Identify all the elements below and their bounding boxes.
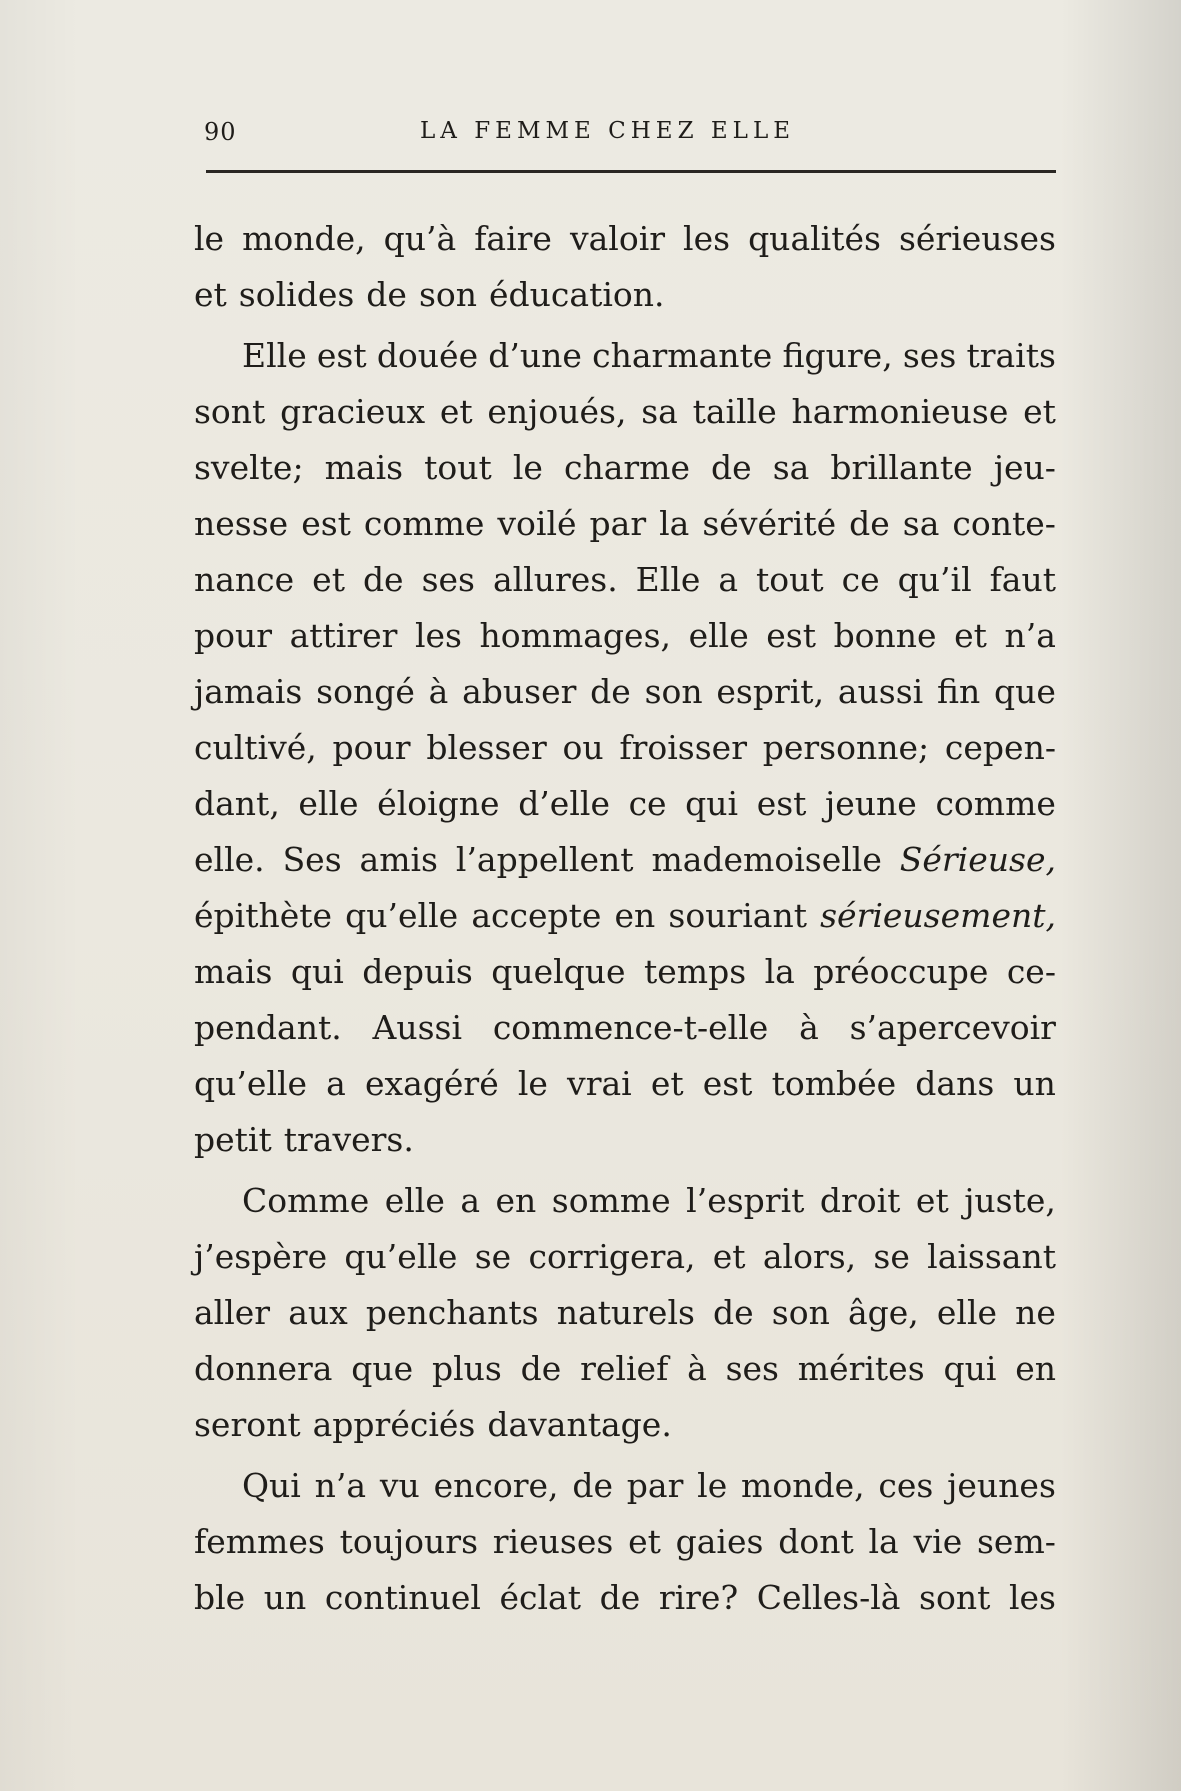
word: Aussi [372, 1008, 463, 1047]
word: nance [194, 560, 295, 599]
word: ses [725, 1349, 779, 1388]
word: ble [194, 1578, 246, 1617]
word: taille [692, 392, 777, 431]
text-line [194, 384, 1056, 440]
text-line [194, 664, 1056, 720]
word: ses [421, 560, 475, 599]
word: sa [902, 504, 940, 543]
word: et [1023, 392, 1056, 431]
word: de [572, 1466, 613, 1505]
word: de [520, 1349, 562, 1388]
word: aller [194, 1293, 271, 1332]
word: et [194, 275, 227, 314]
word: un [1013, 1064, 1056, 1103]
text-line [194, 552, 1056, 608]
word: pendant. [194, 1008, 342, 1047]
word: vie [913, 1522, 963, 1561]
word: les [414, 616, 462, 655]
word: par [589, 504, 647, 543]
text-line [194, 1056, 1056, 1112]
word: et [712, 1237, 746, 1276]
word: elle [384, 1181, 445, 1220]
text-line [194, 720, 1056, 776]
word: allures. [492, 560, 618, 599]
word: vu [379, 1466, 420, 1505]
word: commence-t-elle [492, 1008, 769, 1047]
text-line [194, 1397, 1056, 1453]
word: mais [324, 448, 404, 487]
text-line [194, 1458, 1056, 1514]
word: que [351, 1349, 414, 1388]
word: d’une [488, 336, 582, 375]
text-line [194, 1570, 1056, 1626]
text-line [194, 1229, 1056, 1285]
word: le [697, 1466, 728, 1505]
word: dans [915, 1064, 995, 1103]
text-line [194, 1000, 1056, 1056]
word: petit [194, 1120, 272, 1159]
text-line [194, 440, 1056, 496]
word: en [614, 896, 656, 935]
word: n’a [314, 1466, 367, 1505]
word: continuel [324, 1578, 481, 1617]
word: encore, [433, 1466, 559, 1505]
word: seront [194, 1405, 301, 1444]
word: elle [298, 784, 359, 823]
word: hommages, [479, 616, 672, 655]
word: traits [966, 336, 1056, 375]
text-line [194, 328, 1056, 384]
word: qui [685, 784, 739, 823]
word: travers. [283, 1120, 414, 1159]
word: juste, [964, 1181, 1056, 1220]
word: âge, [847, 1293, 919, 1332]
word: conte- [952, 504, 1056, 543]
word: droit [819, 1181, 901, 1220]
word: appréciés [312, 1405, 476, 1444]
word: qui [290, 952, 344, 991]
text-line [194, 776, 1056, 832]
word: toujours [339, 1522, 479, 1561]
word: amis [359, 840, 438, 879]
word: à [428, 672, 449, 711]
word: tout [756, 560, 824, 599]
word: femmes [194, 1522, 325, 1561]
word: de [713, 1293, 754, 1332]
word: est [756, 784, 807, 823]
word: le [512, 448, 543, 487]
word: elle [688, 616, 749, 655]
word: rieuses [492, 1522, 614, 1561]
word: Comme [242, 1181, 370, 1220]
word: songé [316, 672, 415, 711]
word: attirer [289, 616, 398, 655]
word: ce- [1006, 952, 1056, 991]
text-line [194, 1173, 1056, 1229]
word: souriant [668, 896, 807, 935]
word: l’appellent [455, 840, 634, 879]
word: ce [841, 560, 880, 599]
word: éloigne [377, 784, 500, 823]
word: abuser [462, 672, 577, 711]
word: en [1015, 1349, 1056, 1388]
word: qu’elle [345, 896, 459, 935]
page-header [204, 112, 1056, 152]
word: sévérité [702, 504, 837, 543]
word: jamais [194, 672, 303, 711]
word: plus [432, 1349, 502, 1388]
word: qu’il [897, 560, 972, 599]
word: qu’elle [344, 1237, 458, 1276]
word: esprit, [716, 672, 825, 711]
word: brillante [830, 448, 973, 487]
word: temps [644, 952, 747, 991]
word: qualités [748, 219, 881, 258]
header-rule [206, 170, 1056, 173]
word: ce [628, 784, 667, 823]
word: aux [288, 1293, 348, 1332]
word: davantage. [487, 1405, 672, 1444]
word: nesse [194, 504, 289, 543]
word: Celles-là [756, 1578, 901, 1617]
word: jeune [825, 784, 917, 823]
word: éducation. [489, 275, 665, 314]
word: mais [194, 952, 273, 991]
word: a [460, 1181, 481, 1220]
word: tout [424, 448, 492, 487]
word: svelte; [194, 448, 304, 487]
word: Ses [282, 840, 342, 879]
word: en [495, 1181, 537, 1220]
word: est [766, 616, 817, 655]
word: est [301, 504, 351, 543]
word: s’apercevoir [849, 1008, 1056, 1047]
word: de [590, 672, 631, 711]
word: et [954, 616, 987, 655]
word: et [628, 1522, 661, 1561]
word: Qui [242, 1466, 301, 1505]
word: la [868, 1522, 899, 1561]
word: relief [580, 1349, 669, 1388]
word: les [683, 219, 731, 258]
word: figure, [782, 336, 893, 375]
word: qu’elle [194, 1064, 308, 1103]
word: exagéré [364, 1064, 499, 1103]
word: mérites [797, 1349, 925, 1388]
word: éclat [499, 1578, 581, 1617]
word: sa [772, 448, 810, 487]
word: Elle [242, 336, 307, 375]
word: sa [641, 392, 678, 431]
word: épithète [194, 896, 333, 935]
word: sont [194, 392, 266, 431]
text-line [194, 832, 1056, 888]
word: aussi [837, 672, 924, 711]
word: solides [238, 275, 355, 314]
word: jeunes [947, 1466, 1056, 1505]
word: et [915, 1181, 949, 1220]
page-number: 90 [204, 118, 237, 146]
text-line [194, 1285, 1056, 1341]
word: faire [474, 219, 552, 258]
word: dont [778, 1522, 854, 1561]
word: depuis [362, 952, 473, 991]
word: harmonieuse [791, 392, 1009, 431]
word: préoccupe [813, 952, 989, 991]
word: cultivé, [194, 728, 317, 767]
word: se [474, 1237, 512, 1276]
word: rire? [658, 1578, 739, 1617]
word: son [418, 275, 478, 314]
word: est [316, 336, 367, 375]
word: somme [551, 1181, 671, 1220]
text-line [194, 1341, 1056, 1397]
word: monde, [242, 219, 366, 258]
word: accepte [471, 896, 602, 935]
word: ou [562, 728, 604, 767]
word: alors, [762, 1237, 857, 1276]
word: un [263, 1578, 307, 1617]
text-line [194, 1514, 1056, 1570]
word: sérieuses [898, 219, 1056, 258]
word: l’esprit [686, 1181, 805, 1220]
word: cepen- [944, 728, 1056, 767]
word: valoir [569, 219, 666, 258]
word: douée [376, 336, 479, 375]
word: de [366, 275, 407, 314]
text-line [194, 496, 1056, 552]
word: corrigera, [528, 1237, 696, 1276]
word: et [439, 392, 473, 431]
word: sont [919, 1578, 991, 1617]
word: par [626, 1466, 684, 1505]
word: comme [935, 784, 1056, 823]
text-line [194, 944, 1056, 1000]
word: dant, [194, 784, 280, 823]
word: pour [332, 728, 411, 767]
word: mademoiselle [651, 840, 882, 879]
word: et [650, 1064, 684, 1103]
word: froisser [619, 728, 747, 767]
word: se [873, 1237, 910, 1276]
word: sem- [977, 1522, 1056, 1561]
word: jeu- [993, 448, 1056, 487]
word: j’espère [194, 1237, 328, 1276]
word: penchants [365, 1293, 539, 1332]
word: quelque [491, 952, 626, 991]
word: charme [563, 448, 690, 487]
word: naturels [556, 1293, 695, 1332]
word: la [659, 504, 690, 543]
body-text [194, 211, 1056, 1626]
word: tombée [771, 1064, 897, 1103]
word: la [764, 952, 795, 991]
word: monde, [741, 1466, 865, 1505]
word: charmante [592, 336, 773, 375]
word: n’a [1004, 616, 1056, 655]
text-line [194, 888, 1056, 944]
word: vrai [567, 1064, 632, 1103]
word: sérieusement, [820, 896, 1056, 935]
word: ses [902, 336, 957, 375]
word: et [312, 560, 345, 599]
word: laissant [927, 1237, 1056, 1276]
word: voilé [497, 504, 577, 543]
word: ne [1015, 1293, 1056, 1332]
word: gracieux [280, 392, 426, 431]
word: d’elle [518, 784, 610, 823]
word: son [771, 1293, 830, 1332]
word: ces [878, 1466, 934, 1505]
word: gaies [675, 1522, 764, 1561]
word: Sérieuse, [899, 840, 1056, 879]
word: que [993, 672, 1056, 711]
word: de [849, 504, 890, 543]
word: bonne [833, 616, 937, 655]
word: les [1008, 1578, 1056, 1617]
text-line [194, 267, 1056, 323]
word: personne; [762, 728, 930, 767]
text-line [194, 211, 1056, 267]
word: elle. [194, 840, 265, 879]
word: faut [989, 560, 1056, 599]
word: le [194, 219, 225, 258]
word: a [718, 560, 739, 599]
word: de [599, 1578, 641, 1617]
word: qui [943, 1349, 997, 1388]
word: est [702, 1064, 753, 1103]
word: elle [936, 1293, 998, 1332]
word: Elle [635, 560, 701, 599]
word: enjoués, [487, 392, 627, 431]
word: qu’à [383, 219, 457, 258]
word: à [687, 1349, 707, 1388]
word: blesser [426, 728, 547, 767]
word: son [644, 672, 703, 711]
text-line [194, 608, 1056, 664]
word: donnera [194, 1349, 333, 1388]
word: pour [194, 616, 273, 655]
word: de [711, 448, 752, 487]
word: de [362, 560, 404, 599]
running-title: LA FEMME CHEZ ELLE [420, 118, 796, 144]
word: le [517, 1064, 548, 1103]
word: a [326, 1064, 346, 1103]
word: comme [363, 504, 485, 543]
word: fin [936, 672, 981, 711]
text-line [194, 1112, 1056, 1168]
word: à [799, 1008, 819, 1047]
